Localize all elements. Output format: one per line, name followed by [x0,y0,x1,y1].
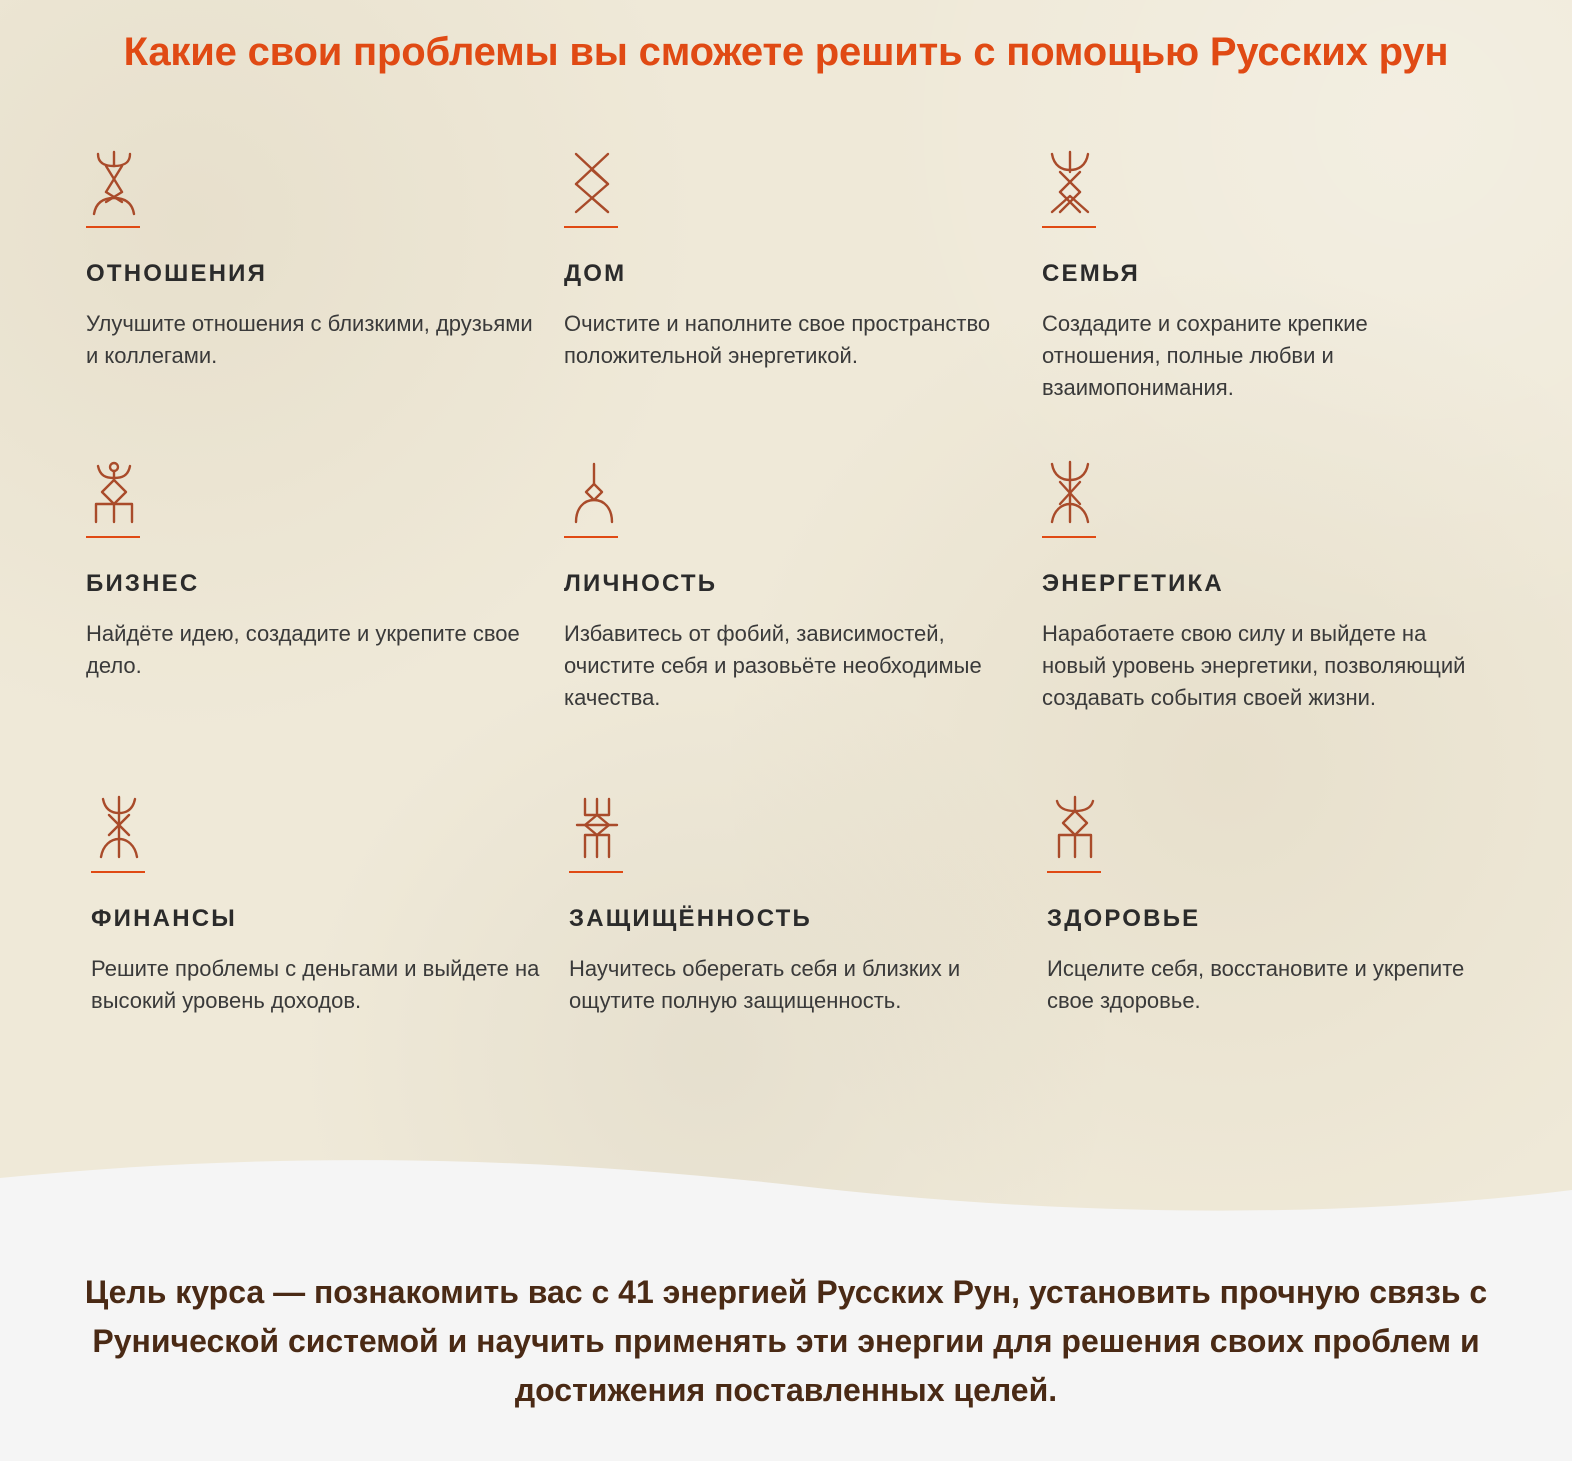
wave-divider [0,1150,1572,1250]
card-title: СЕМЬЯ [1042,260,1140,287]
card-title: ЭНЕРГЕТИКА [1042,570,1224,597]
card-underline [1042,226,1096,228]
card-title: ЗДОРОВЬЕ [1047,905,1201,932]
card-title: БИЗНЕС [86,570,200,597]
rune-family-icon [1042,150,1098,216]
card-text: Найдёте идею, создадите и укрепите свое дело. [86,621,520,678]
rune-energy-icon [1042,460,1098,526]
card-underline [86,536,140,538]
card-text: Очистите и наполните свое пространство положительной энергетикой. [564,311,991,368]
rune-finance-icon [91,795,147,861]
card-protection [569,795,1019,1017]
card-underline [91,871,145,873]
card-title: ЗАЩИЩЁННОСТЬ [569,905,812,932]
rune-health-icon [1047,795,1103,861]
card-underline [569,871,623,873]
card-text: Улучшите отношения с близкими, друзьями и коллегами. [86,311,533,368]
card-text: Решите проблемы с деньгами и выйдете на высокий уровень доходов. [91,956,540,1013]
card-title: ФИНАНСЫ [91,905,237,932]
card-personality [564,460,1014,714]
card-relations [86,150,536,372]
card-business [86,460,536,682]
rune-relations-icon [86,150,142,216]
card-finance [91,795,541,1017]
rune-business-icon [86,460,142,526]
rune-protection-icon [569,795,625,861]
card-underline [564,226,618,228]
card-text: Избавитесь от фобий, зависимостей, очистите себя и разовьёте необходимые качества. [564,621,982,710]
card-family [1042,150,1492,404]
course-goal-text: Цель курса — познакомить вас с 41 энергией Русских Рун, установить прочную связь с Рунической системой и научить применять эти энергии для решения своих проблем и достижения поставленных целей. [84,1274,1488,1408]
card-text: Исцелите себя, восстановите и укрепите свое здоровье. [1047,956,1465,1013]
card-underline [1042,536,1096,538]
card-energy [1042,460,1492,714]
rune-personality-icon [564,460,620,526]
card-underline [1047,871,1101,873]
card-text: Наработаете свою силу и выйдете на новый уровень энергетики, позволяющий создавать события своей жизни. [1042,621,1466,710]
rune-home-icon [564,150,620,216]
card-underline [564,536,618,538]
card-home [564,150,1014,372]
card-health [1047,795,1497,1017]
card-text: Научитесь оберегать себя и близких и ощутите полную защищенность. [569,956,961,1013]
card-title: ДОМ [564,260,627,287]
card-underline [86,226,140,228]
section-title: Какие свои проблемы вы сможете решить с помощью Русских рун [123,30,1449,74]
card-title: ЛИЧНОСТЬ [564,570,718,597]
card-title: ОТНОШЕНИЯ [86,260,268,287]
card-text: Создадите и сохраните крепкие отношения, полные любви и взаимопонимания. [1042,311,1368,400]
